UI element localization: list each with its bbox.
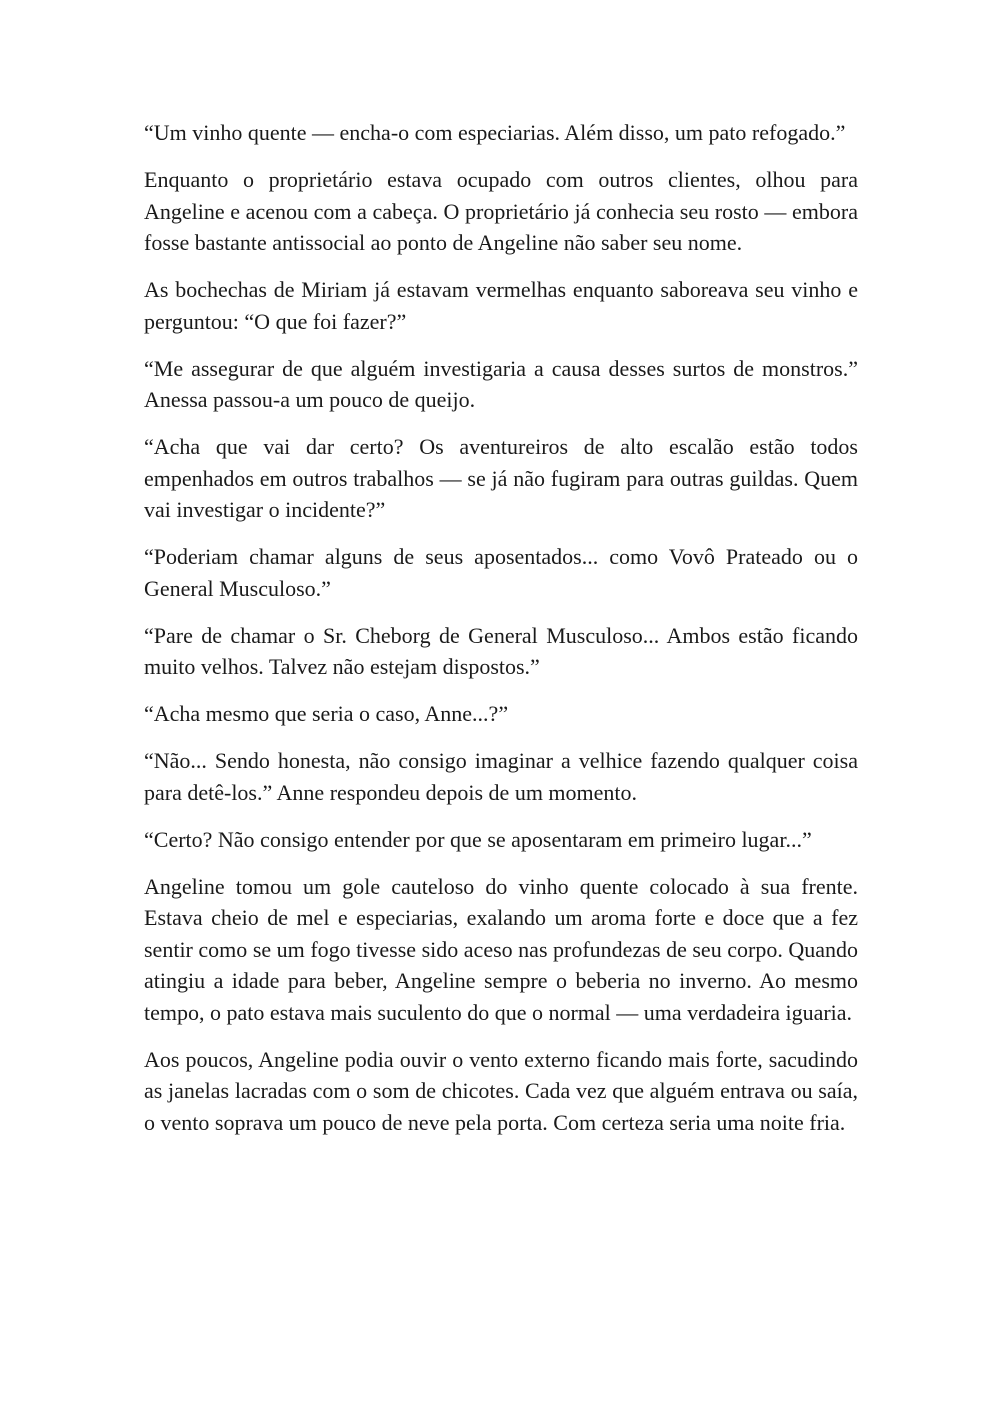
paragraph-9: “Não... Sendo honesta, não consigo imaginar a velhice fazendo qualquer coisa para detê-los.” Anne respondeu depois de um momento.: [144, 748, 858, 805]
paragraph-5: “Acha que vai dar certo? Os aventureiros de alto escalão estão todos empenhados em outros trabalhos — se já não fugiram para outras guildas. Quem vai investigar o incidente?”: [144, 434, 858, 522]
document-page: [144, 117, 858, 1154]
paragraph-11: Angeline tomou um gole cauteloso do vinho quente colocado à sua frente. Estava cheio de mel e especiarias, exalando um aroma forte e doce que a fez sentir como se um fogo tivesse sido aceso nas profundezas de seu corpo. Quando atingiu a idade para beber, Angeline sempre o beberia no inverno. Ao mesmo tempo, o pato estava mais suculento do que o normal — uma verdadeira iguaria.: [144, 873, 858, 1025]
paragraph-1: “Um vinho quente — encha-o com especiarias. Além disso, um pato refogado.”: [144, 120, 846, 145]
paragraph-7: “Pare de chamar o Sr. Cheborg de General Musculoso... Ambos estão ficando muito velhos. Talvez não estejam dispostos.”: [144, 622, 858, 679]
paragraph-3: As bochechas de Miriam já estavam vermelhas enquanto saboreava seu vinho e perguntou: “O que foi fazer?”: [144, 277, 858, 334]
paragraph-2: Enquanto o proprietário estava ocupado com outros clientes, olhou para Angeline e acenou com a cabeça. O proprietário já conhecia seu rosto — embora fosse bastante antissocial ao ponto de Angeline não saber seu nome.: [144, 167, 858, 255]
paragraph-6: “Poderiam chamar alguns de seus aposentados... como Vovô Prateado ou o General Musculoso.”: [144, 544, 858, 601]
paragraph-4: “Me assegurar de que alguém investigaria a causa desses surtos de monstros.” Anessa passou-a um pouco de queijo.: [144, 355, 858, 412]
paragraph-8: “Acha mesmo que seria o caso, Anne...?”: [144, 701, 509, 726]
paragraph-12: Aos poucos, Angeline podia ouvir o vento externo ficando mais forte, sacudindo as janelas lacradas com o som de chicotes. Cada vez que alguém entrava ou saía, o vento soprava um pouco de neve pela porta. Com certeza seria uma noite fria.: [144, 1046, 858, 1135]
paragraph-10: “Certo? Não consigo entender por que se aposentaram em primeiro lugar...”: [144, 826, 812, 852]
